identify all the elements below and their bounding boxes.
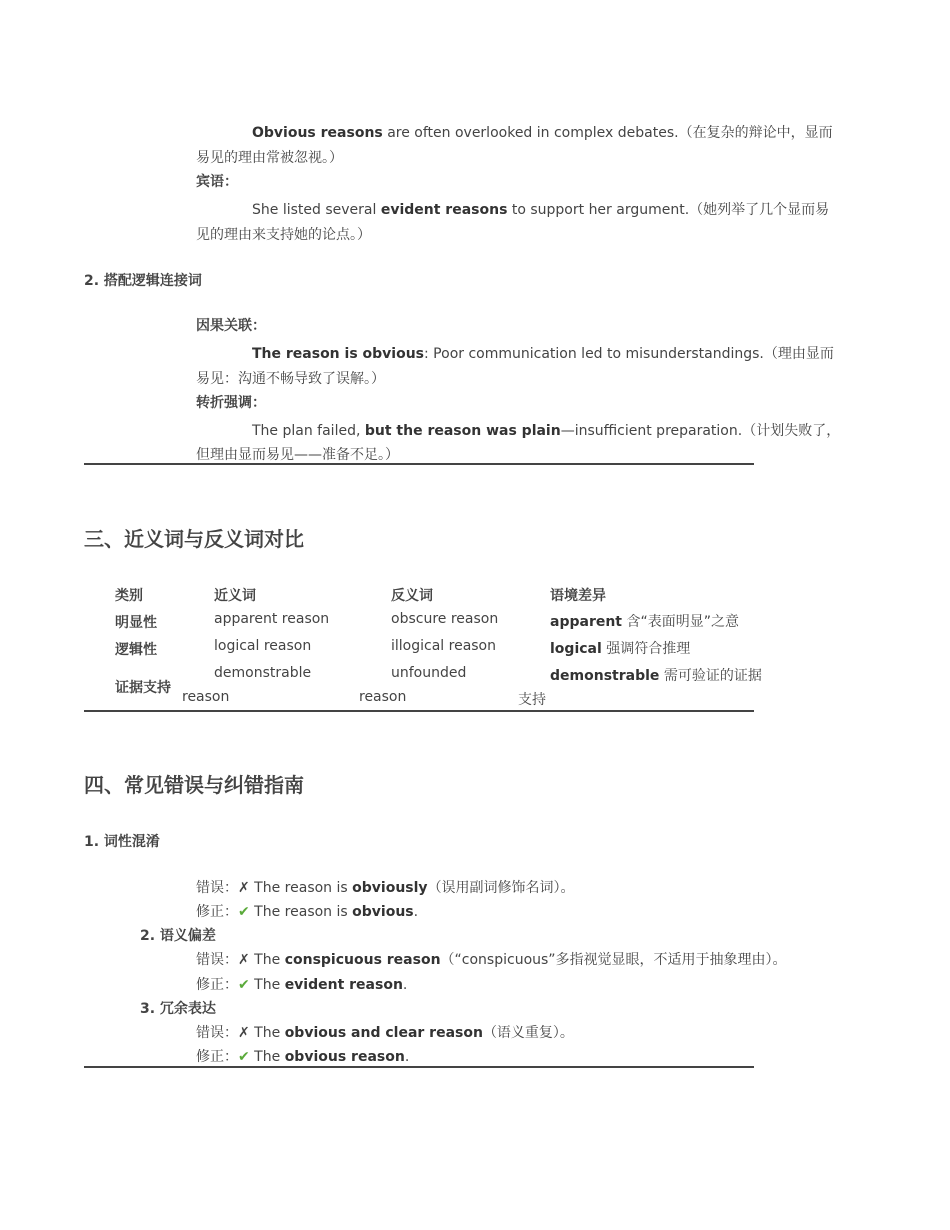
- table-cell-antonym-wrap: reason: [359, 689, 407, 705]
- table-cell-synonym: apparent reason: [214, 611, 330, 627]
- subsection-title-pos-confusion: 1. 词性混淆: [84, 834, 160, 850]
- example-subject: Obvious reasons are often overlooked in complex debates.（在复杂的辩论中，显而: [252, 125, 833, 141]
- causal-label: 因果关联：: [196, 318, 266, 334]
- subsection-title-connectives: 2. 搭配逻辑连接词: [84, 273, 202, 289]
- table-cell-category: 证据支持: [115, 680, 171, 696]
- object-label: 宾语：: [196, 174, 238, 190]
- error-line: 错误：✗ The reason is obviously（误用副词修饰名词）。: [196, 880, 575, 896]
- section-divider: [84, 1066, 754, 1068]
- cross-icon: ✗: [238, 952, 250, 968]
- fix-line: 修正：✔ The obvious reason.: [196, 1049, 410, 1065]
- table-cell-synonym-wrap: reason: [182, 689, 230, 705]
- check-icon: ✔: [238, 977, 250, 993]
- table-cell-difference: logical 强调符合推理: [550, 641, 691, 657]
- example-contrast: The plan failed, but the reason was plain—insufficient preparation.（计划失败了，: [252, 423, 841, 439]
- table-cell-category: 逻辑性: [115, 642, 157, 658]
- table-cell-synonym: demonstrable: [214, 665, 312, 681]
- error-line: 错误：✗ The conspicuous reason（“conspicuous”多指视觉显眼，不适用于抽象理由）。: [196, 952, 787, 968]
- example-subject-translation: 易见的理由常被忽视。）: [196, 150, 343, 166]
- table-cell-antonym: unfounded: [391, 665, 467, 681]
- table-cell-difference: demonstrable 需可验证的证据: [550, 668, 762, 684]
- section-divider: [84, 710, 754, 712]
- table-header: 反义词: [391, 588, 433, 604]
- section-divider: [84, 463, 754, 465]
- table-header: 语境差异: [550, 588, 606, 604]
- example-object: She listed several evident reasons to support her argument.（她列举了几个显而易: [252, 202, 830, 218]
- contrast-label: 转折强调：: [196, 395, 266, 411]
- subsection-title-redundancy: 3. 冗余表达: [140, 1001, 216, 1017]
- example-causal: The reason is obvious: Poor communication led to misunderstandings.（理由显而: [252, 346, 834, 362]
- example-object-translation: 见的理由来支持她的论点。）: [196, 227, 371, 243]
- table-header: 类别: [115, 588, 143, 604]
- table-cell-synonym: logical reason: [214, 638, 312, 654]
- example-contrast-translation: 但理由显而易见——准备不足。）: [196, 447, 399, 463]
- cross-icon: ✗: [238, 880, 250, 896]
- check-icon: ✔: [238, 904, 250, 920]
- bold-phrase: Obvious reasons: [252, 125, 383, 141]
- table-cell-antonym: illogical reason: [391, 638, 496, 654]
- example-causal-translation: 易见：沟通不畅导致了误解。）: [196, 371, 385, 387]
- fix-line: 修正：✔ The evident reason.: [196, 977, 408, 993]
- section-title-errors: 四、常见错误与纠错指南: [84, 773, 304, 797]
- subsection-title-semantic-deviation: 2. 语义偏差: [140, 928, 216, 944]
- table-cell-difference-wrap: 支持: [518, 692, 546, 708]
- table-cell-category: 明显性: [115, 615, 157, 631]
- table-cell-difference: apparent 含“表面明显”之意: [550, 614, 739, 630]
- error-line: 错误：✗ The obvious and clear reason（语义重复）。: [196, 1025, 574, 1041]
- check-icon: ✔: [238, 1049, 250, 1065]
- fix-line: 修正：✔ The reason is obvious.: [196, 904, 419, 920]
- section-title-synonyms: 三、近义词与反义词对比: [84, 527, 304, 551]
- cross-icon: ✗: [238, 1025, 250, 1041]
- table-header: 近义词: [214, 588, 256, 604]
- table-cell-antonym: obscure reason: [391, 611, 499, 627]
